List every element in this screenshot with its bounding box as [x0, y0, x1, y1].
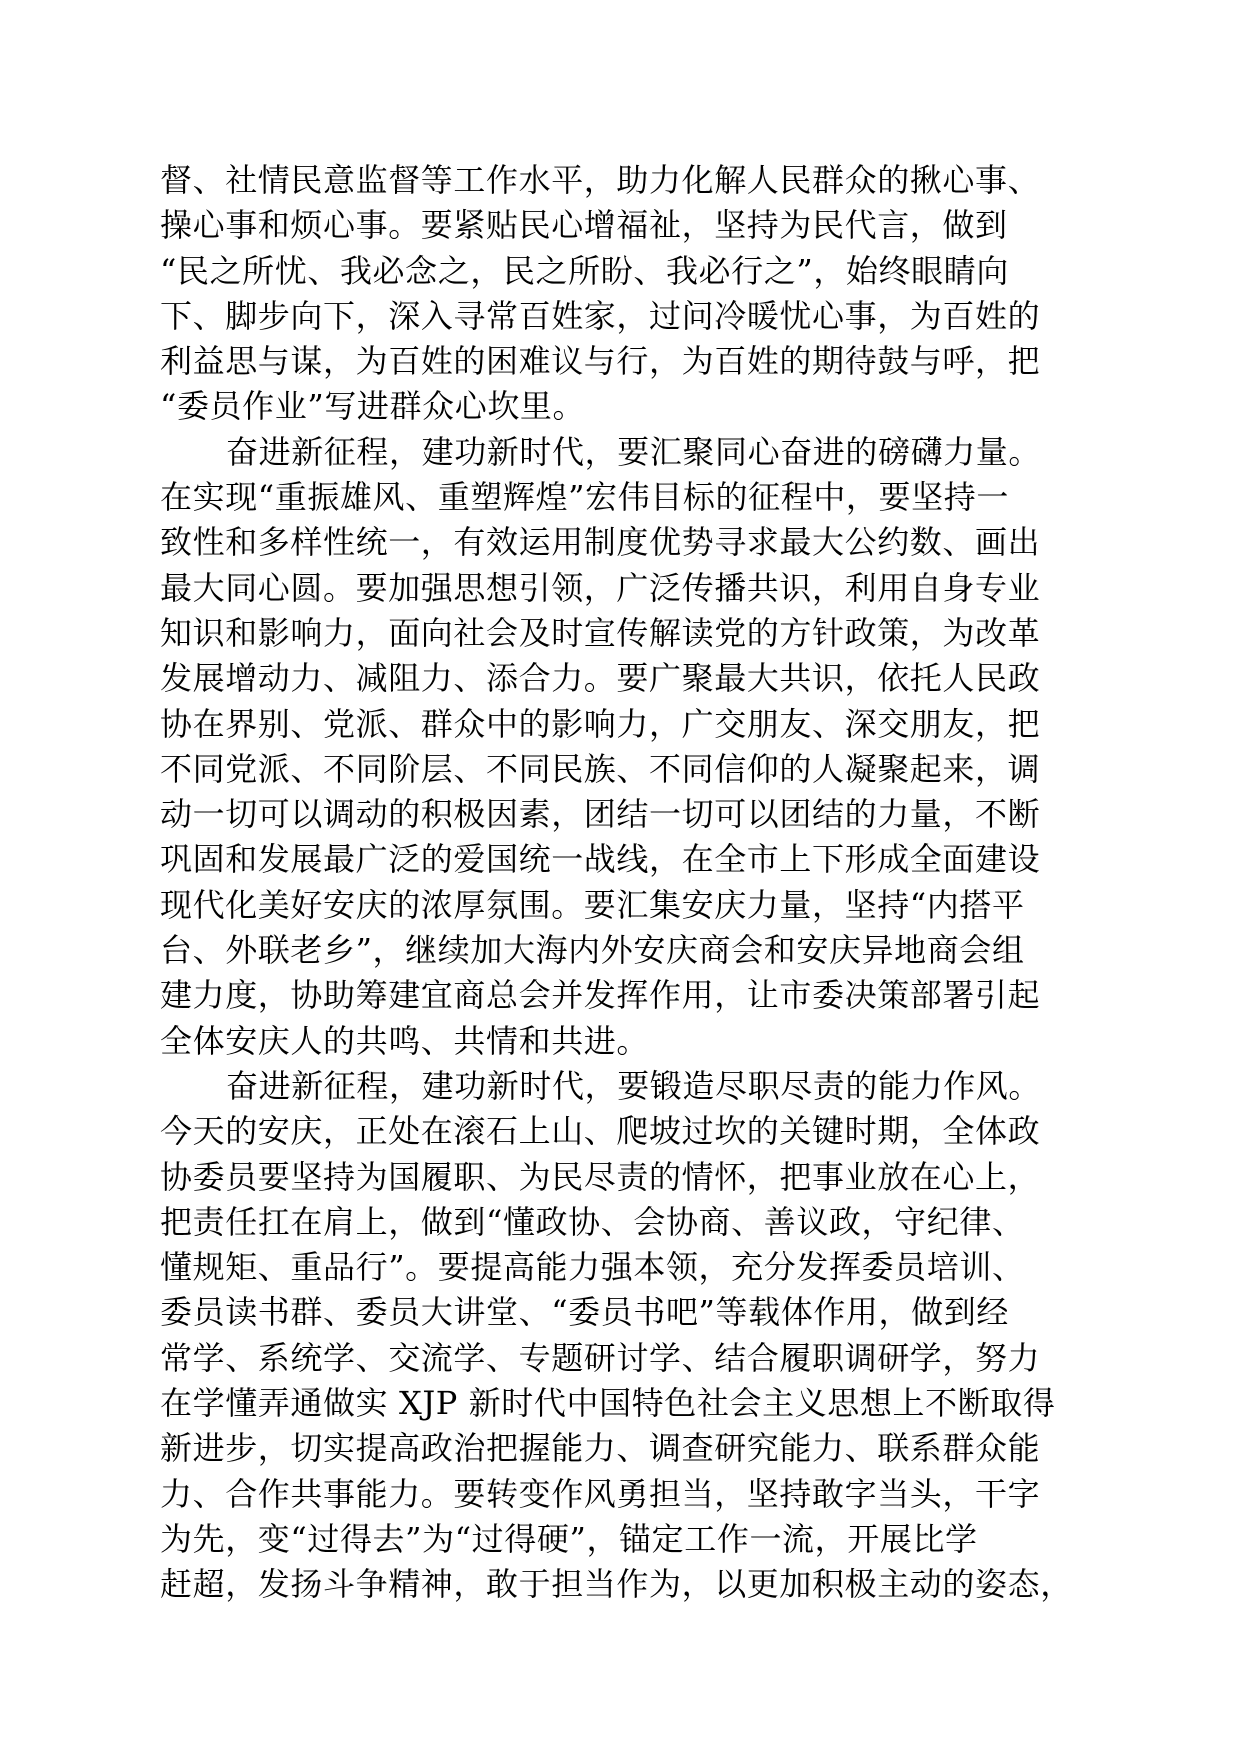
text-line: 协委员要坚持为国履职、为民尽责的情怀，把事业放在心上，: [160, 1157, 1041, 1196]
text-line: 把责任扛在肩上，做到“懂政协、会协商、善议政，守纪律、: [160, 1202, 1025, 1241]
text-line: 力、合作共事能力。要转变作风勇担当，坚持敢字当头，干字: [160, 1474, 1041, 1513]
text-line: “委员作业”写进群众心坎里。: [160, 387, 586, 426]
text-line: 在学懂弄通做实 XJP 新时代中国特色社会主义思想上不断取得: [160, 1384, 1056, 1423]
body-text: [160, 158, 1105, 1608]
text-line: 懂规矩、重品行”。要提高能力强本领，充分发挥委员培训、: [160, 1248, 1025, 1287]
text-line: 最大同心圆。要加强思想引领，广泛传播共识，利用自身专业: [160, 568, 1041, 607]
text-line: 在实现“重振雄风、重塑辉煌”宏伟目标的征程中，要坚持一: [160, 478, 1009, 517]
paragraph-first-line: 奋进新征程，建功新时代，要锻造尽职尽责的能力作风。: [226, 1066, 1042, 1105]
text-line: 督、社情民意监督等工作水平，助力化解人民群众的揪心事、: [160, 161, 1041, 199]
text-line: 常学、系统学、交流学、专题研讨学、结合履职调研学，努力: [160, 1338, 1041, 1377]
text-line: 不同党派、不同阶层、不同民族、不同信仰的人凝聚起来，调: [160, 749, 1041, 788]
text-line: 致性和多样性统一，有效运用制度优势寻求最大公约数、画出: [160, 523, 1041, 562]
text-line: 今天的安庆，正处在滚石上山、爬坡过坎的关键时期，全体政: [160, 1112, 1041, 1151]
text-line: 现代化美好安庆的浓厚氛围。要汇集安庆力量，坚持“内搭平: [160, 885, 1025, 924]
text-line: 委员读书群、委员大讲堂、“委员书吧”等载体作用，做到经: [160, 1293, 1009, 1332]
paragraph-first-line: 奋进新征程，建功新时代，要汇聚同心奋进的磅礴力量。: [226, 432, 1042, 471]
text-line: 台、外联老乡”，继续加大海内外安庆商会和安庆异地商会组: [160, 931, 1025, 970]
text-line: 知识和影响力，面向社会及时宣传解读党的方针政策，为改革: [160, 613, 1041, 652]
text-line: 赶超，发扬斗争精神，敢于担当作为，以更加积极主动的姿态，: [160, 1565, 1073, 1604]
text-line: 巩固和发展最广泛的爱国统一战线，在全市上下形成全面建设: [160, 840, 1041, 879]
text-line: 协在界别、党派、群众中的影响力，广交朋友、深交朋友，把: [160, 704, 1041, 743]
text-line: 为先，变“过得去”为“过得硬”，锚定工作一流，开展比学: [160, 1519, 978, 1558]
text-line: 下、脚步向下，深入寻常百姓家，过问冷暖忧心事，为百姓的: [160, 296, 1041, 335]
text-line: 动一切可以调动的积极因素，团结一切可以团结的力量，不断: [160, 795, 1041, 834]
text-line: 操心事和烦心事。要紧贴民心增福祉，坚持为民代言，做到: [160, 206, 1008, 245]
text-line: 发展增动力、减阻力、添合力。要广聚最大共识，依托人民政: [160, 659, 1041, 698]
text-line: 利益思与谋，为百姓的困难议与行，为百姓的期待鼓与呼，把: [160, 342, 1041, 381]
text-line: 新进步，切实提高政治把握能力、调查研究能力、联系群众能: [160, 1429, 1041, 1468]
text-line: 全体安庆人的共鸣、共情和共进。: [160, 1021, 650, 1060]
text-line: “民之所忧、我必念之，民之所盼、我必行之”，始终眼睛向: [160, 251, 1009, 290]
text-line: 建力度，协助筹建宜商总会并发挥作用，让市委决策部署引起: [160, 976, 1041, 1015]
